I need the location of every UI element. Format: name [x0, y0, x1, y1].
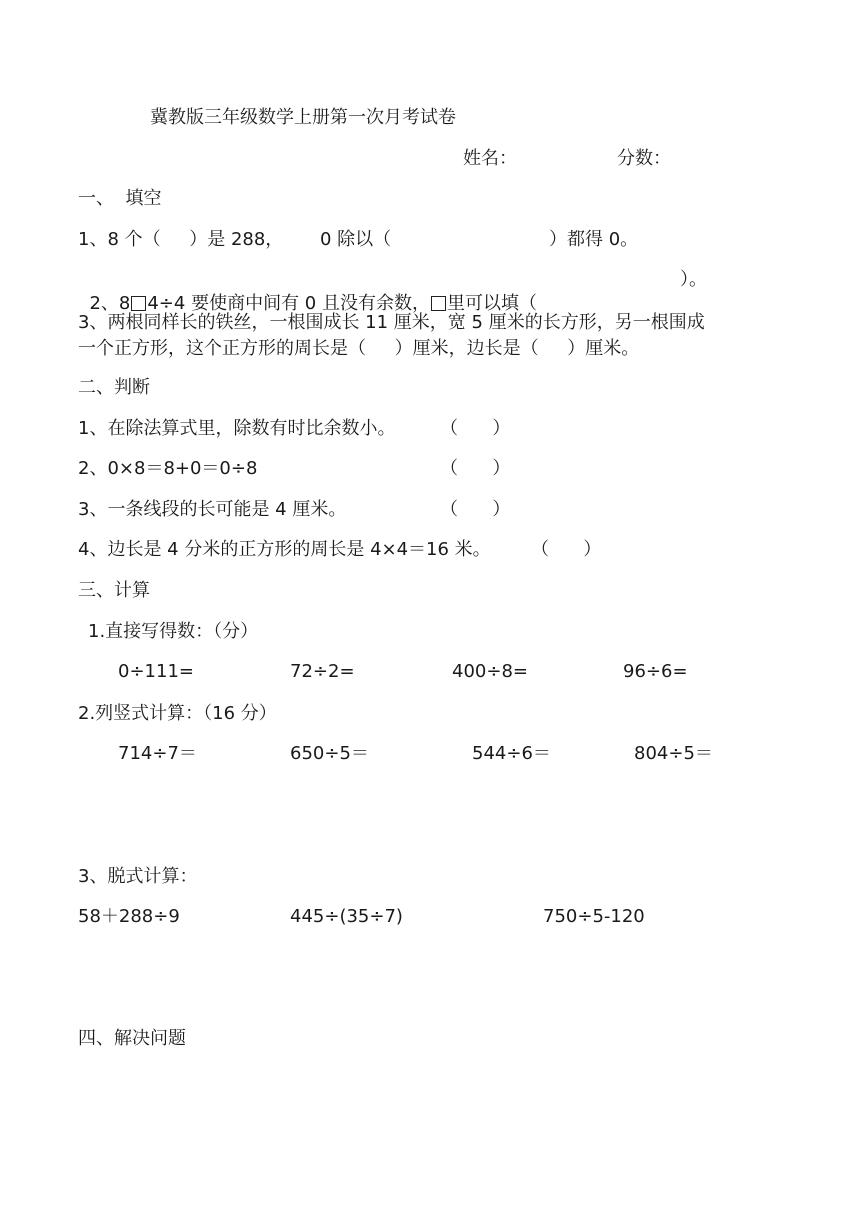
name-label: 姓名： — [463, 148, 517, 169]
stepwise-calc-item: 750÷5-120 — [543, 906, 645, 927]
stepwise-calc-item: 445÷(35÷7) — [290, 906, 403, 927]
fill-q3-line-1: 3、两根同样长的铁丝，一根围成长 11 厘米，宽 5 厘米的长方形，另一根围成 — [78, 312, 705, 333]
vertical-calc-item: 544÷6＝ — [472, 743, 551, 764]
judge-q3-text: 3、一条线段的长可能是 4 厘米。 — [78, 499, 347, 520]
section-1-heading: 一、 填空 — [78, 188, 162, 209]
judge-q2-text: 2、0×8＝8+0＝0÷8 — [78, 458, 258, 479]
vertical-calc-item: 804÷5＝ — [634, 743, 713, 764]
vertical-calc-item: 650÷5＝ — [290, 743, 369, 764]
section-2-heading: 二、判断 — [78, 377, 150, 398]
calc-item: 0÷111= — [118, 661, 194, 682]
fill-q1-part-a: 1、8 个（ ）是 288， — [78, 229, 284, 250]
score-label: 分数： — [617, 148, 671, 169]
calc-part-3-title: 3、脱式计算： — [78, 866, 198, 887]
judge-q1-text: 1、在除法算式里，除数有时比余数小。 — [78, 418, 396, 439]
judge-q2-bracket: （ ） — [440, 458, 511, 479]
judge-q3-bracket: （ ） — [440, 499, 511, 520]
blank-box-icon — [131, 296, 146, 311]
fill-q2-part-b: 4÷4 要使商中间有 0 且没有余数， — [147, 293, 430, 314]
judge-q4-bracket: （ ） — [531, 539, 602, 560]
blank-box-icon — [431, 296, 446, 311]
vertical-calc-item: 714÷7＝ — [118, 743, 197, 764]
judge-q4-text: 4、边长是 4 分米的正方形的周长是 4×4＝16 米。 — [78, 539, 491, 560]
calc-item: 400÷8= — [452, 661, 528, 682]
section-3-heading: 三、计算 — [78, 580, 150, 601]
fill-q3-line-2: 一个正方形，这个正方形的周长是（ ）厘米，边长是（ ）厘米。 — [78, 338, 640, 359]
fill-q2-part-a: 2、8 — [89, 293, 131, 314]
calc-part-1-title: 1.直接写得数：（分） — [88, 621, 259, 642]
fill-q2-part-c: 里可以填（ — [446, 293, 537, 314]
judge-q1-bracket: （ ） — [440, 418, 511, 439]
fill-q2-part-d: ）。 — [680, 269, 707, 290]
calc-item: 72÷2= — [290, 661, 355, 682]
fill-q1-part-b: 0 除以（ — [320, 229, 392, 250]
section-4-heading: 四、解决问题 — [78, 1028, 186, 1049]
calc-item: 96÷6= — [623, 661, 688, 682]
fill-q1-part-c: ）都得 0。 — [549, 229, 639, 250]
stepwise-calc-item: 58＋288÷9 — [78, 906, 180, 927]
page-title: 冀教版三年级数学上册第一次月考试卷 — [150, 107, 456, 128]
calc-part-2-title: 2.列竖式计算：（16 分） — [78, 703, 277, 724]
